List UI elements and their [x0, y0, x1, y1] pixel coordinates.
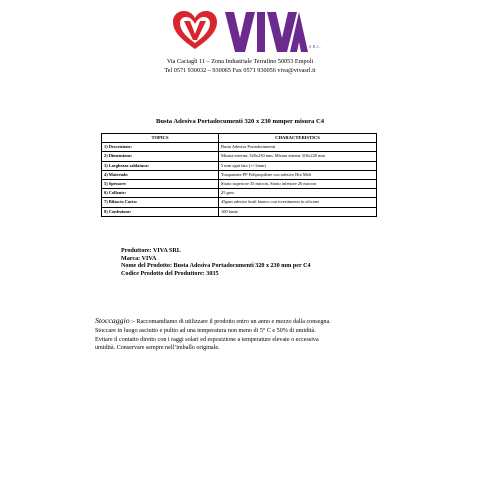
storage-section: [95, 317, 395, 353]
product-code-line: Codice Prodotto del Produttore: 3035: [121, 270, 219, 277]
product-name-line: Nome del Prodotto: Busta Adesiva Portadocumenti 320 x 230 mm per C4: [121, 263, 311, 269]
column-header-characteristics: CHARACTERISTICS: [219, 134, 377, 143]
logo-suffix: S.R.L.: [309, 44, 322, 49]
topic-cell: 3) Larghezza saldatura:: [102, 161, 219, 170]
storage-first-line: [95, 317, 395, 327]
storage-line: Evitare il contatto diretto con i raggi solari ed esposizione a temperature elevate o eccessiva: [95, 336, 319, 343]
characteristic-cell: 25 gsm: [219, 189, 377, 198]
viva-wordmark: [224, 8, 308, 54]
table-row: [102, 198, 377, 207]
characteristic-cell: Misura esterna: 320x230 mm, Misura interna 310x220 mm: [219, 152, 377, 161]
characteristic-cell: 45gsm adesivo kraft bianco con rivestimento in silicone: [219, 198, 377, 207]
column-header-topics: TOPICS: [102, 134, 219, 143]
topic-cell: 2) Dimensione:: [102, 152, 219, 161]
storage-line: Stoccare in luogo asciutto e pulito ad una temperatura non meno di 5° C e 50% di umidità.: [95, 327, 316, 334]
document-title: Busta Adesiva Portadocumenti 320 x 230 mmper misura C4: [155, 118, 324, 125]
company-address: [0, 58, 480, 75]
topic-cell: 4) Materiale:: [102, 170, 219, 179]
characteristic-cell: Busta Adesiva Portadocumenti: [219, 143, 377, 152]
characteristic-cell: 100 buste: [219, 207, 377, 216]
table-row: [102, 189, 377, 198]
brand-line: Marca: VIVA: [121, 255, 157, 262]
table-row: [102, 143, 377, 152]
storage-line: umidità. Conservare sempre nell’imballo originale.: [95, 345, 220, 352]
topic-cell: 5) Spessore:: [102, 180, 219, 189]
topic-cell: 1) Descrizione:: [102, 143, 219, 152]
producer-info: [121, 248, 311, 278]
table-row: [102, 207, 377, 216]
table-row: [102, 170, 377, 179]
table-header-row: [102, 134, 377, 143]
contact-line: Tel 0571 930032 – 930065 Fax 0571 930056 viva@vivasrl.it: [164, 66, 316, 74]
storage-intro-text: :- Raccomandiamo di utilizzare il prodotto entro un anno e mezzo dalla consegna.: [129, 319, 331, 325]
characteristic-cell: 5 mm ogni lato (+/-2mm): [219, 161, 377, 170]
producer-line: Produttore: VIVA SRL: [121, 248, 181, 254]
characteristic-cell: Trasparente PP Polipropilene con adesivo Hot Melt: [219, 170, 377, 179]
table-row: [102, 152, 377, 161]
topic-cell: 7) Rilascio Carta:: [102, 198, 219, 207]
table-row: [102, 180, 377, 189]
address-line: Via Caciagli 11 – Zona Industriale Terrafino 50053 Empoli: [166, 58, 314, 65]
topic-cell: 6) Collante:: [102, 189, 219, 198]
characteristic-cell: Strato superiore 35 micron, Strato inferiore 26 micron: [219, 180, 377, 189]
viva-heart-logo-icon: [172, 10, 218, 50]
spec-table: [101, 133, 377, 217]
topic-cell: 8) Confezione:: [102, 207, 219, 216]
table-row: [102, 161, 377, 170]
header-logo: [0, 8, 480, 54]
storage-label: Stoccaggio: [95, 316, 130, 325]
